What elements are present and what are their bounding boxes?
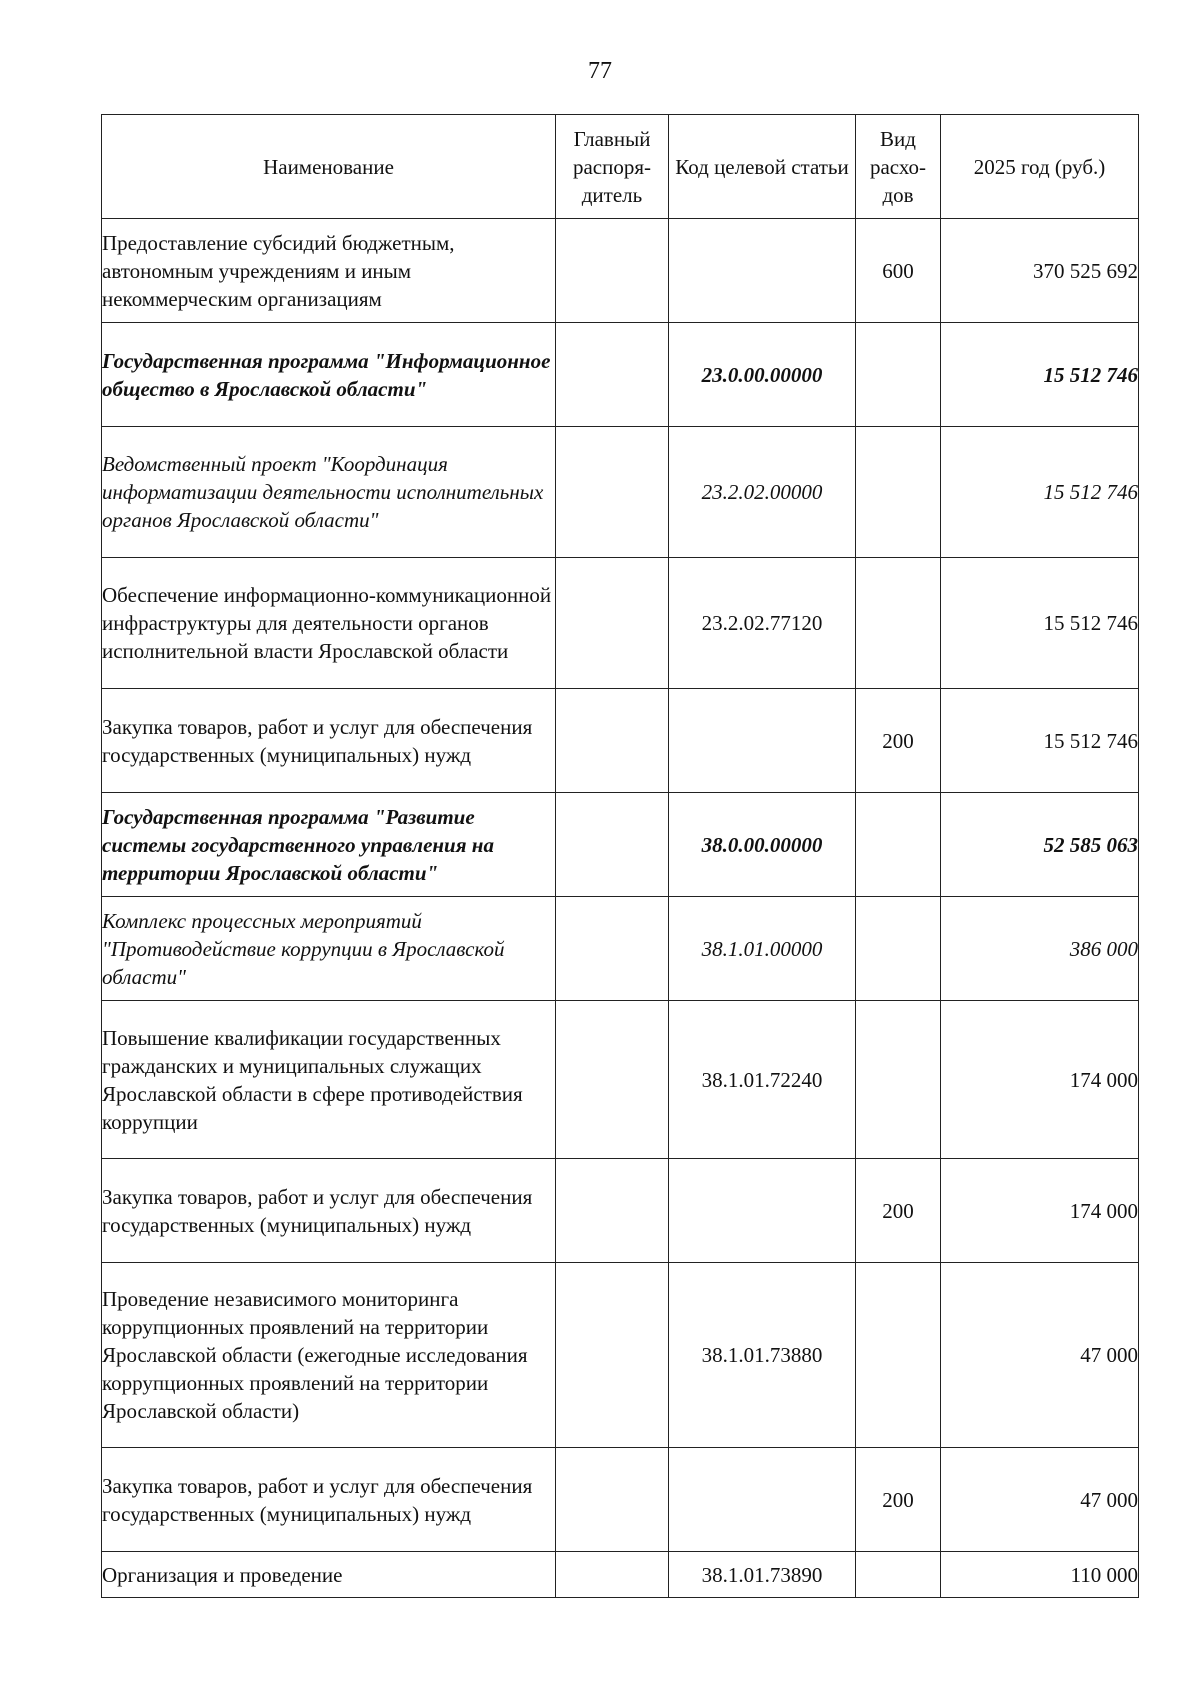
cell-target-code	[669, 1448, 856, 1552]
header-row	[102, 115, 1139, 219]
cell-name: Предоставление субсидий бюджетным, автономным учреждениям и иным некоммерческим организациям	[102, 219, 556, 323]
cell-expense-type	[856, 793, 941, 897]
page-number: 77	[588, 58, 612, 84]
cell-expense-type	[856, 1552, 941, 1598]
cell-manager	[556, 1001, 669, 1159]
table-row	[102, 1159, 1139, 1263]
table-row	[102, 897, 1139, 1001]
cell-name: Закупка товаров, работ и услуг для обеспечения государственных (муниципальных) нужд	[102, 1448, 556, 1552]
cell-amount: 386 000	[941, 897, 1139, 1001]
header-manager: Главный распоря-дитель	[556, 115, 669, 219]
table-header	[102, 115, 1139, 219]
table-row	[102, 219, 1139, 323]
table-row	[102, 1448, 1139, 1552]
cell-amount: 15 512 746	[941, 427, 1139, 558]
cell-amount: 174 000	[941, 1001, 1139, 1159]
cell-manager	[556, 558, 669, 689]
cell-amount: 15 512 746	[941, 689, 1139, 793]
cell-manager	[556, 1448, 669, 1552]
cell-name: Повышение квалификации государственных гражданских и муниципальных служащих Ярославской области в сфере противодействия коррупции	[102, 1001, 556, 1159]
cell-expense-type: 200	[856, 1448, 941, 1552]
cell-name: Организация и проведение	[102, 1552, 556, 1598]
cell-target-code: 23.2.02.00000	[669, 427, 856, 558]
cell-expense-type	[856, 427, 941, 558]
cell-manager	[556, 1552, 669, 1598]
header-expense-type: Вид расхо-дов	[856, 115, 941, 219]
cell-expense-type	[856, 1001, 941, 1159]
cell-amount: 52 585 063	[941, 793, 1139, 897]
cell-expense-type	[856, 1263, 941, 1448]
cell-manager	[556, 427, 669, 558]
cell-name: Обеспечение информационно-коммуникационной инфраструктуры для деятельности органов исполнительной власти Ярославской области	[102, 558, 556, 689]
cell-name: Государственная программа "Развитие системы государственного управления на территории Ярославской области"	[102, 793, 556, 897]
header-target-code: Код целевой статьи	[669, 115, 856, 219]
cell-target-code: 23.0.00.00000	[669, 323, 856, 427]
table-row	[102, 1001, 1139, 1159]
cell-manager	[556, 1263, 669, 1448]
cell-expense-type	[856, 558, 941, 689]
budget-table	[101, 114, 1139, 1598]
table-row	[102, 689, 1139, 793]
cell-name: Закупка товаров, работ и услуг для обеспечения государственных (муниципальных) нужд	[102, 1159, 556, 1263]
table-row	[102, 323, 1139, 427]
cell-expense-type	[856, 897, 941, 1001]
cell-amount: 15 512 746	[941, 558, 1139, 689]
cell-target-code: 38.0.00.00000	[669, 793, 856, 897]
cell-target-code: 38.1.01.00000	[669, 897, 856, 1001]
cell-manager	[556, 219, 669, 323]
cell-amount: 370 525 692	[941, 219, 1139, 323]
cell-target-code	[669, 689, 856, 793]
table-row	[102, 793, 1139, 897]
cell-expense-type: 200	[856, 1159, 941, 1263]
table-row	[102, 1552, 1139, 1598]
cell-amount: 110 000	[941, 1552, 1139, 1598]
cell-target-code: 23.2.02.77120	[669, 558, 856, 689]
cell-manager	[556, 793, 669, 897]
table-row	[102, 427, 1139, 558]
table-body	[102, 219, 1139, 1598]
cell-expense-type: 200	[856, 689, 941, 793]
cell-amount: 47 000	[941, 1448, 1139, 1552]
cell-target-code: 38.1.01.73880	[669, 1263, 856, 1448]
cell-name: Проведение независимого мониторинга коррупционных проявлений на территории Ярославской области (ежегодные исследования коррупционных проявлений на территории Ярославской области)	[102, 1263, 556, 1448]
cell-manager	[556, 897, 669, 1001]
cell-name: Закупка товаров, работ и услуг для обеспечения государственных (муниципальных) нужд	[102, 689, 556, 793]
cell-target-code	[669, 1159, 856, 1263]
table-row	[102, 558, 1139, 689]
cell-name: Комплекс процессных мероприятий "Противодействие коррупции в Ярославской области"	[102, 897, 556, 1001]
cell-amount: 174 000	[941, 1159, 1139, 1263]
cell-name: Государственная программа "Информационное общество в Ярославской области"	[102, 323, 556, 427]
cell-amount: 15 512 746	[941, 323, 1139, 427]
cell-amount: 47 000	[941, 1263, 1139, 1448]
cell-target-code: 38.1.01.72240	[669, 1001, 856, 1159]
header-amount: 2025 год (руб.)	[941, 115, 1139, 219]
cell-manager	[556, 323, 669, 427]
cell-target-code: 38.1.01.73890	[669, 1552, 856, 1598]
cell-target-code	[669, 219, 856, 323]
cell-name: Ведомственный проект "Координация информатизации деятельности исполнительных органов Ярославской области"	[102, 427, 556, 558]
cell-manager	[556, 689, 669, 793]
cell-expense-type	[856, 323, 941, 427]
header-name: Наименование	[102, 115, 556, 219]
table-row	[102, 1263, 1139, 1448]
cell-manager	[556, 1159, 669, 1263]
cell-expense-type: 600	[856, 219, 941, 323]
